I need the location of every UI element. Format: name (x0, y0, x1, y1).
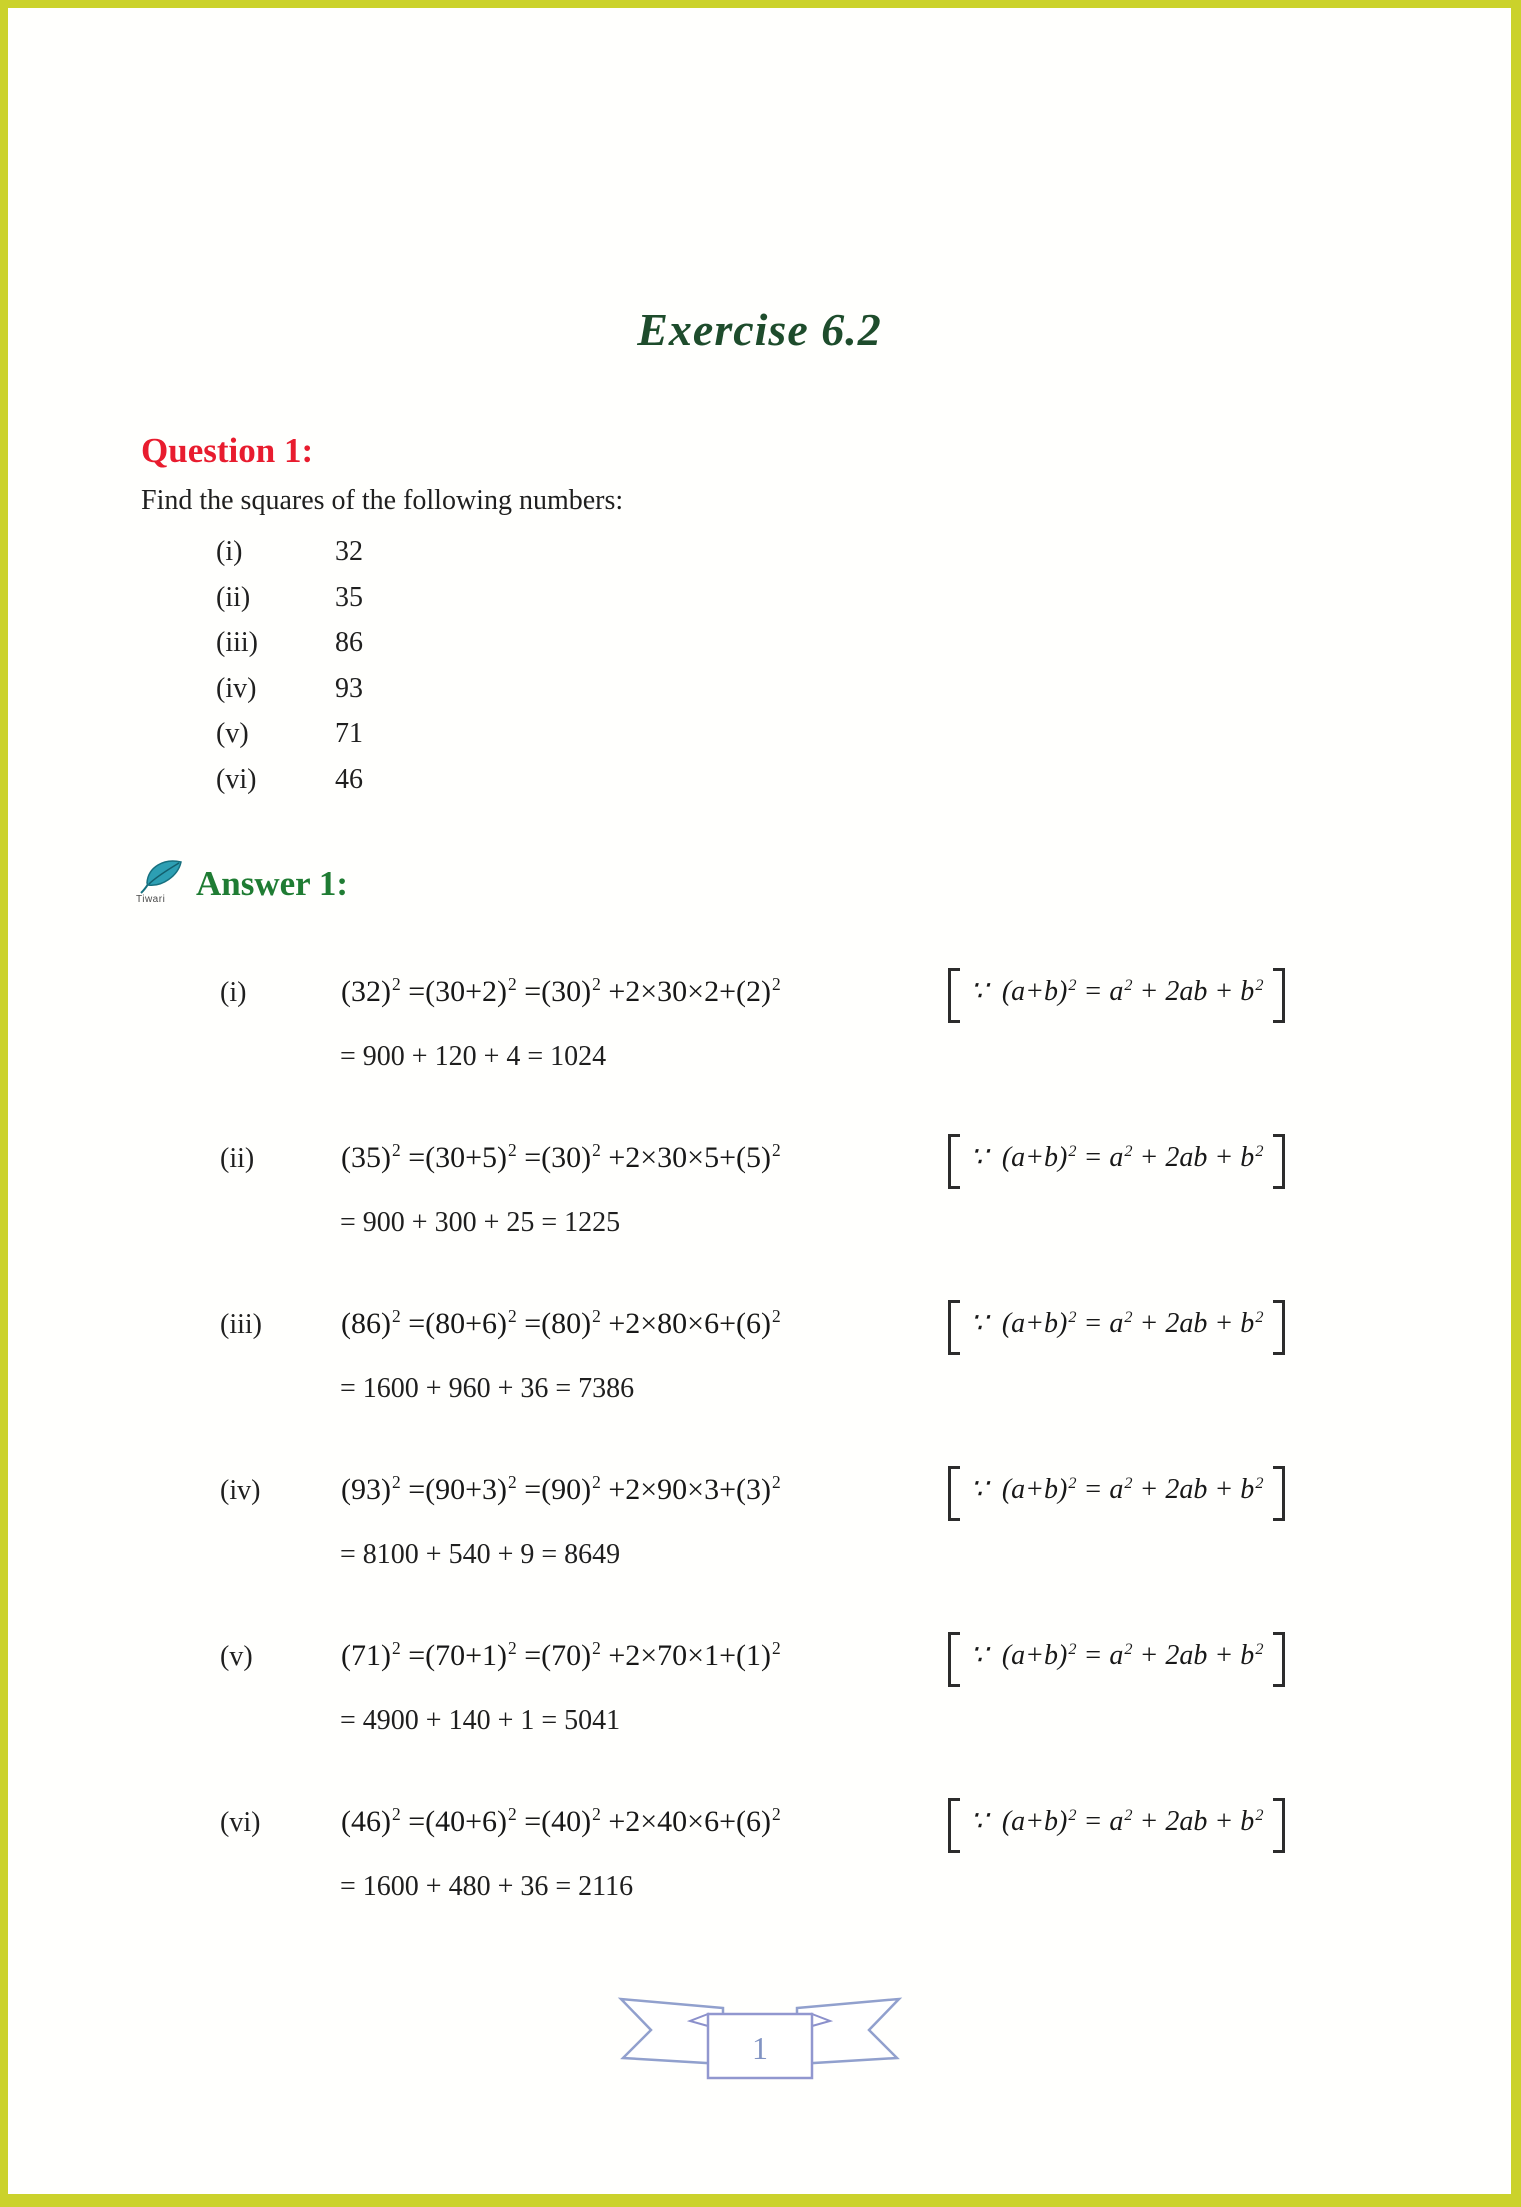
list-item-value: 46 (335, 763, 363, 795)
solution-sum: = 1600 + 960 + 36 = 7386 (340, 1373, 635, 1404)
list-item-value: 86 (335, 627, 363, 658)
answer-heading-row (136, 856, 348, 906)
list-item-label: (iv) (216, 672, 257, 704)
list-item-label: (iii) (216, 627, 258, 658)
identity-formula: ∵ $(a+b)^2 = a^2 + 2ab + b^2$ (970, 1805, 1264, 1837)
list-item-label: (v) (216, 718, 249, 749)
identity-formula: ∵ $(a+b)^2 = a^2 + 2ab + b^2$ (970, 975, 1264, 1007)
right-bracket (1273, 1134, 1285, 1189)
left-bracket (948, 968, 960, 1023)
right-bracket (1273, 1466, 1285, 1521)
solution-label: (iii) (220, 1309, 262, 1340)
identity-note (948, 1632, 1285, 1687)
solution-row (8, 968, 1511, 1134)
question-list (216, 529, 363, 802)
list-item-label: (i) (216, 536, 243, 567)
solution-row (8, 1466, 1511, 1632)
answer-heading: Answer 1: (196, 864, 348, 903)
solution-sum: = 1600 + 480 + 36 = 2116 (340, 1871, 634, 1902)
identity-note (948, 968, 1285, 1023)
list-item-label: (ii) (216, 581, 251, 613)
identity-formula: ∵ $(a+b)^2 = a^2 + 2ab + b^2$ (970, 1141, 1264, 1173)
page-number-ribbon-icon (605, 1994, 915, 2094)
page-number: 1 (751, 2030, 768, 2066)
solution-formula: $(71)^2 =(70+1)^2 =(70)^2 +2\times 70\times 1+(1)^2$ (341, 1638, 781, 1672)
solution-sum: = 4900 + 140 + 1 = 5041 (340, 1705, 621, 1736)
right-bracket (1273, 1798, 1285, 1853)
right-bracket (1273, 968, 1285, 1023)
solution-row (8, 1798, 1511, 1964)
solution-formula: $(35)^2 =(30+5)^2 =(30)^2 +2\times 30\times 5+(5)^2$ (341, 1140, 781, 1174)
list-item-value: 35 (335, 581, 363, 613)
solution-label: (ii) (220, 1143, 255, 1174)
left-bracket (948, 1632, 960, 1687)
identity-formula: ∵ $(a+b)^2 = a^2 + 2ab + b^2$ (970, 1307, 1264, 1339)
exercise-title: Exercise 6.2 (637, 304, 882, 355)
answer-solutions (8, 968, 1511, 1964)
solution-label: (vi) (220, 1807, 261, 1838)
solution-label: (v) (220, 1641, 253, 1672)
left-bracket (948, 1300, 960, 1355)
identity-note (948, 1798, 1285, 1853)
right-bracket (1273, 1300, 1285, 1355)
identity-formula: ∵ $(a+b)^2 = a^2 + 2ab + b^2$ (970, 1639, 1264, 1671)
question-heading: Question 1: (141, 431, 314, 470)
left-bracket (948, 1466, 960, 1521)
solution-row (8, 1632, 1511, 1798)
solution-sum: = 900 + 120 + 4 = 1024 (340, 1041, 607, 1072)
solution-label: (i) (220, 977, 247, 1008)
identity-note (948, 1300, 1285, 1355)
identity-formula: ∵ $(a+b)^2 = a^2 + 2ab + b^2$ (970, 1473, 1264, 1505)
identity-note (948, 1134, 1285, 1189)
solution-formula: $(86)^2 =(80+6)^2 =(80)^2 +2\times 80\times 6+(6)^2$ (341, 1306, 781, 1340)
tiwari-leaf-icon (136, 856, 188, 906)
solution-formula: $(46)^2 =(40+6)^2 =(40)^2 +2\times 40\times 6+(6)^2$ (341, 1804, 781, 1838)
list-item-value: 71 (335, 718, 363, 749)
right-bracket (1273, 1632, 1285, 1687)
left-bracket (948, 1798, 960, 1853)
identity-note (948, 1466, 1285, 1521)
solution-sum: = 8100 + 540 + 9 = 8649 (340, 1539, 621, 1570)
solution-row (8, 1300, 1511, 1466)
list-item-value: 32 (335, 536, 363, 567)
logo-text: Tiwari (136, 894, 166, 905)
solution-sum: = 900 + 300 + 25 = 1225 (340, 1207, 621, 1238)
solution-formula: $(93)^2 =(90+3)^2 =(90)^2 +2\times 90\times 3+(3)^2$ (341, 1472, 781, 1506)
solution-row (8, 1134, 1511, 1300)
solution-label: (iv) (220, 1475, 261, 1506)
list-item-label: (vi) (216, 763, 257, 795)
list-item-value: 93 (335, 672, 363, 704)
solution-formula: $(32)^2 =(30+2)^2 =(30)^2 +2\times 30\times 2+(2)^2$ (341, 974, 781, 1008)
question-prompt: Find the squares of the following numbers: (141, 485, 624, 516)
left-bracket (948, 1134, 960, 1189)
